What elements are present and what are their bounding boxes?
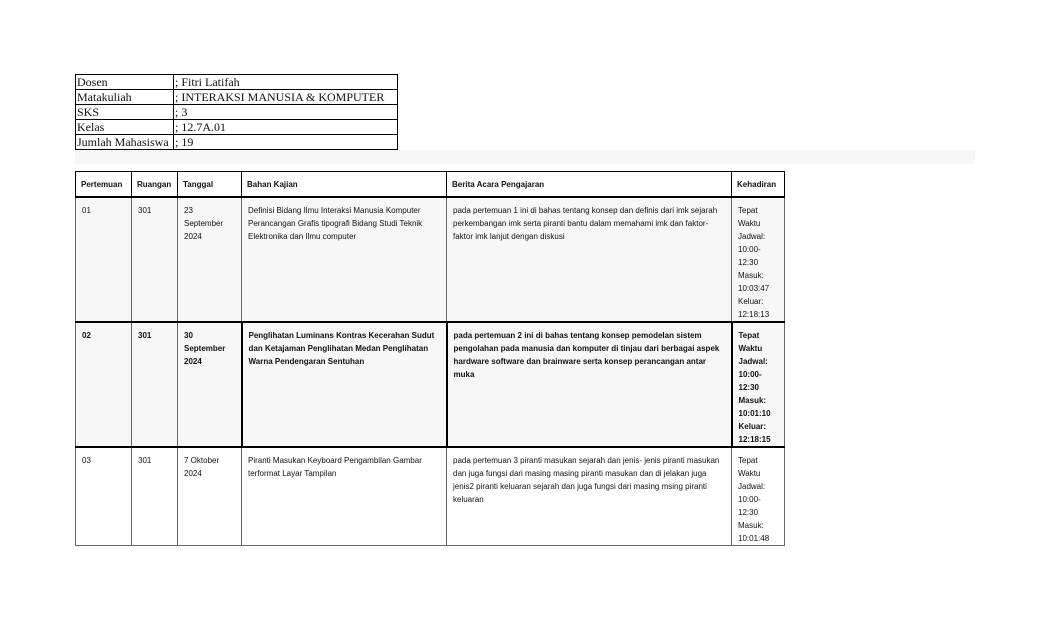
- info-row-jumlah-mahasiswa: [76, 135, 398, 150]
- col-header-berita-acara: Berita Acara Pengajaran: [447, 172, 732, 198]
- cell-pertemuan: 03: [76, 447, 132, 546]
- col-header-ruangan: Ruangan: [132, 172, 178, 198]
- info-row-dosen: [76, 75, 398, 90]
- info-key: Jumlah Mahasiswa: [76, 135, 174, 150]
- info-value: ; INTERAKSI MANUSIA & KOMPUTER: [174, 90, 398, 105]
- cell-tanggal: 30 September 2024: [178, 322, 242, 447]
- cell-berita-acara: pada pertemuan 3 piranti masukan sejarah dan jenis- jenis piranti masukan dan juga fungsi dari masing masing piranti masukan dan di jelakan juga jenis2 piranti keluaran sejarah dan juga fungsi dari masing msing piranti keluaran: [447, 447, 732, 546]
- col-header-kehadiran: Kehadiran: [732, 172, 785, 198]
- table-header-row: [76, 172, 785, 198]
- info-key: SKS: [76, 105, 174, 120]
- info-key: Matakuliah: [76, 90, 174, 105]
- cell-kehadiran: Tepat Waktu Jadwal: 10:00- 12:30 Masuk: 10:01:10 Keluar: 12:18:15: [732, 322, 785, 447]
- cell-berita-acara: pada pertemuan 1 ini di bahas tentang konsep dan definis dari imk sejarah perkembangan imk serta piranti bantu dalam memahami imk dan faktor-faktor imk lanjut dengan diskusi: [447, 197, 732, 322]
- info-row-matakuliah: [76, 90, 398, 105]
- info-key: Kelas: [76, 120, 174, 135]
- info-row-sks: [76, 105, 398, 120]
- cell-kehadiran: Tepat Waktu Jadwal: 10:00- 12:30 Masuk: 10:01:48: [732, 447, 785, 546]
- cell-pertemuan: 02: [76, 322, 132, 447]
- info-value: ; 12.7A.01: [174, 120, 398, 135]
- info-value: ; 3: [174, 105, 398, 120]
- cell-ruangan: 301: [132, 197, 178, 322]
- col-header-pertemuan: Pertemuan: [76, 172, 132, 198]
- col-header-bahan-kajian: Bahan Kajian: [242, 172, 447, 198]
- divider-band: [75, 150, 975, 164]
- table-row: [76, 447, 785, 546]
- info-value: ; 19: [174, 135, 398, 150]
- meeting-schedule-table: [75, 171, 785, 546]
- cell-bahan-kajian: Piranti Masukan Keyboard Pengambilan Gambar terformat Layar Tampilan: [242, 447, 447, 546]
- info-value: ; Fitri Latifah: [174, 75, 398, 90]
- info-row-kelas: [76, 120, 398, 135]
- info-key: Dosen: [76, 75, 174, 90]
- cell-bahan-kajian: Definisi Bidang Ilmu Interaksi Manusia Komputer Perancangan Grafis tipografi Bidang Studi Teknik Elektronika dan Ilmu computer: [242, 197, 447, 322]
- cell-ruangan: 301: [132, 322, 178, 447]
- cell-pertemuan: 01: [76, 197, 132, 322]
- cell-berita-acara: pada pertemuan 2 ini di bahas tentang konsep pemodelan sistem pengolahan pada manusia dan komputer di tinjau dari berbagai aspek hardware software dan brainware serta konsep perancangan antar muka: [447, 322, 732, 447]
- col-header-tanggal: Tanggal: [178, 172, 242, 198]
- cell-bahan-kajian: Penglihatan Luminans Kontras Kecerahan Sudut dan Ketajaman Penglihatan Medan Penglihatan Warna Pendengaran Sentuhan: [242, 322, 447, 447]
- cell-ruangan: 301: [132, 447, 178, 546]
- course-info-table: [75, 74, 398, 150]
- table-row: [76, 197, 785, 322]
- cell-tanggal: 7 Oktober 2024: [178, 447, 242, 546]
- cell-tanggal: 23 September 2024: [178, 197, 242, 322]
- table-row: [76, 322, 785, 447]
- cell-kehadiran: Tepat Waktu Jadwal: 10:00- 12:30 Masuk: 10:03:47 Keluar: 12:18:13: [732, 197, 785, 322]
